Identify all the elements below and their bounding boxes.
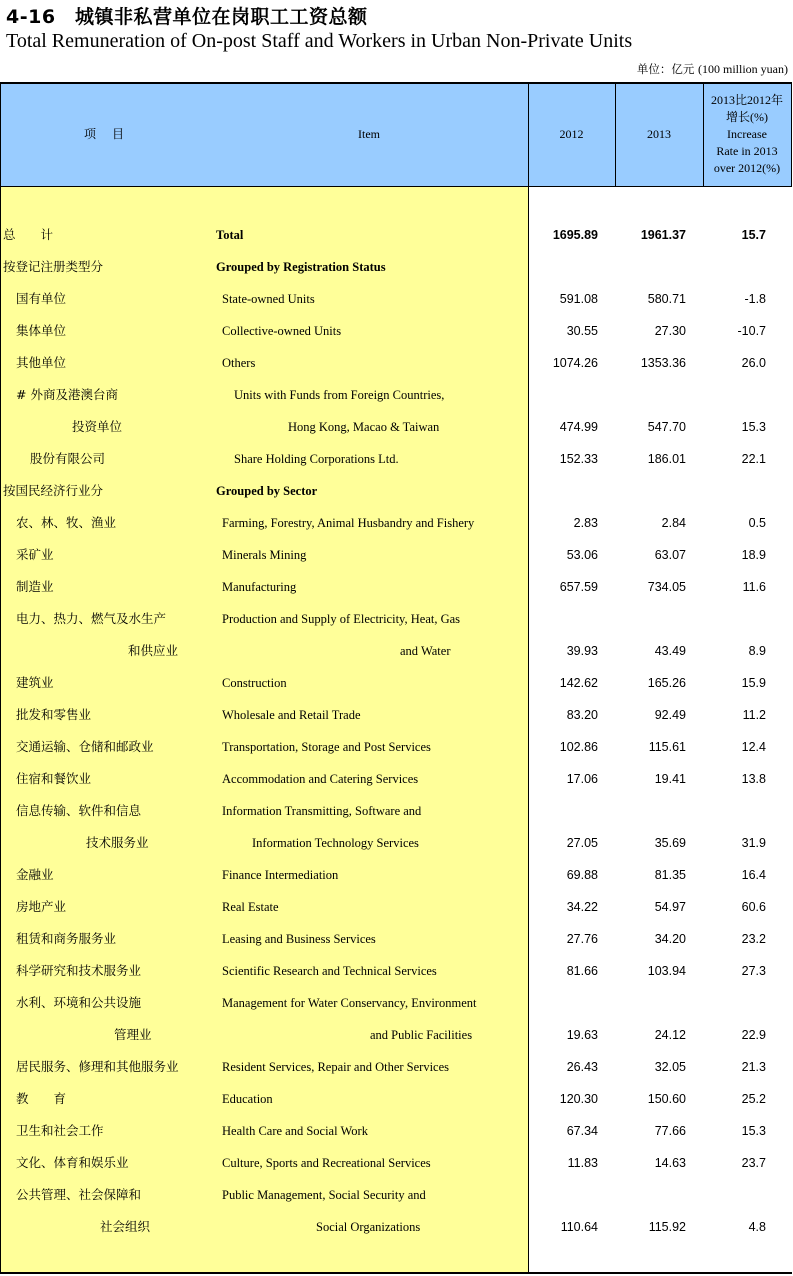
header-growth-cn-1: 2013比2012年 (710, 92, 783, 107)
table-row (0, 1083, 792, 1115)
row-growth-rate (696, 603, 766, 635)
row-item-cn: 电力、热力、燃气及水生产 (16, 611, 167, 626)
row-value-2012: 110.64 (560, 1220, 598, 1234)
row-value-2012: 2.83 (573, 516, 598, 530)
table-row (0, 667, 792, 699)
row-value-2013: 1961.37 (640, 228, 686, 242)
row-value-2012: 83.20 (566, 708, 598, 722)
row-value-2012: 1074.26 (552, 356, 598, 370)
table-row (0, 635, 792, 667)
row-growth-rate: -1.8 (744, 292, 766, 306)
row-growth-rate (696, 251, 766, 283)
table-row (0, 219, 792, 251)
row-item-cn: 采矿业 (16, 547, 54, 562)
header-growth-cn-2: 增长(%) (725, 109, 768, 124)
row-growth-rate (696, 1179, 766, 1211)
row-growth-rate (696, 379, 766, 411)
row-item-cn: 按国民经济行业分 (3, 483, 104, 498)
row-item-en: Share Holding Corporations Ltd. (234, 452, 399, 466)
table-title-en: Total Remuneration of On-post Staff and Workers in Urban Non-Private Units (6, 30, 633, 52)
row-value-2013 (606, 475, 686, 507)
row-item-en: Others (222, 356, 256, 370)
header-growth-en-3: over 2012(%) (713, 160, 781, 175)
row-growth-rate: 31.9 (741, 836, 766, 850)
header-item-en: Item (358, 126, 380, 141)
row-value-2013: 81.35 (654, 868, 686, 882)
table-row (0, 283, 792, 315)
table-row (0, 731, 792, 763)
table-row (0, 411, 792, 443)
row-item-en: Total (216, 228, 244, 242)
table-row (0, 923, 792, 955)
row-value-2013: 2.84 (661, 516, 686, 530)
row-value-2012: 17.06 (566, 772, 598, 786)
row-value-2012: 142.62 (559, 676, 598, 690)
row-value-2013 (606, 1179, 686, 1211)
row-value-2012: 27.05 (566, 836, 598, 850)
unit-cn: 单位：亿元 (636, 62, 695, 76)
row-item-en: Accommodation and Catering Services (222, 772, 419, 786)
row-item-en: and Public Facilities (370, 1028, 473, 1042)
row-item-cn: 其他单位 (16, 355, 67, 370)
row-item-cn: 技术服务业 (86, 835, 149, 850)
row-value-2013: 34.20 (654, 932, 686, 946)
row-item-en: Production and Supply of Electricity, Heat, Gas (222, 612, 461, 626)
row-item-en: Real Estate (222, 900, 279, 914)
row-value-2013: 580.71 (647, 292, 686, 306)
row-value-2013: 14.63 (654, 1156, 686, 1170)
table-row (0, 315, 792, 347)
row-item-cn: 按登记注册类型分 (3, 259, 104, 274)
row-item-cn: 总 计 (3, 227, 54, 242)
row-value-2013 (606, 251, 686, 283)
row-value-2012: 120.30 (559, 1092, 598, 1106)
row-growth-rate: 8.9 (748, 644, 766, 658)
row-value-2013: 27.30 (654, 324, 686, 338)
row-value-2012: 11.83 (567, 1156, 598, 1170)
row-item-cn: 和供应业 (128, 643, 179, 658)
header-growth-en-1: Increase (727, 126, 767, 141)
row-item-en: Grouped by Sector (216, 484, 318, 498)
row-value-2012: 27.76 (566, 932, 598, 946)
row-value-2013 (606, 379, 686, 411)
row-value-2013 (606, 603, 686, 635)
row-growth-rate: 16.4 (741, 868, 766, 882)
row-item-cn: 金融业 (16, 867, 54, 882)
row-growth-rate: 18.9 (741, 548, 766, 562)
row-value-2013: 35.69 (654, 836, 686, 850)
header-item-cn: 项 目 (83, 126, 126, 141)
unit-note (637, 61, 788, 77)
row-item-en: Leasing and Business Services (222, 932, 376, 946)
row-item-cn: 信息传输、软件和信息 (16, 803, 142, 818)
row-value-2013 (606, 795, 686, 827)
row-item-en: Management for Water Conservancy, Environment (222, 996, 477, 1010)
unit-en: (100 million yuan) (698, 62, 788, 76)
row-growth-rate (696, 475, 766, 507)
table-row (0, 1019, 792, 1051)
row-value-2012: 30.55 (566, 324, 598, 338)
table-row (0, 891, 792, 923)
row-item-en: Wholesale and Retail Trade (222, 708, 361, 722)
row-value-2013: 32.05 (654, 1060, 686, 1074)
row-value-2012: 39.93 (566, 644, 598, 658)
row-growth-rate: 15.3 (741, 1124, 766, 1138)
row-growth-rate: 23.7 (741, 1156, 766, 1170)
table-row (0, 571, 792, 603)
table-row (0, 507, 792, 539)
row-item-en: Health Care and Social Work (222, 1124, 368, 1138)
table-row (0, 763, 792, 795)
row-growth-rate: 22.1 (741, 452, 766, 466)
table-row (0, 1051, 792, 1083)
row-item-cn: 农、林、牧、渔业 (16, 515, 117, 530)
row-item-cn: 房地产业 (16, 899, 67, 914)
table-title-cn: 4-16 城镇非私营单位在岗职工工资总额 (6, 6, 368, 28)
row-value-2013: 115.61 (648, 740, 686, 754)
row-value-2012: 1695.89 (552, 228, 598, 242)
row-value-2012: 657.59 (559, 580, 598, 594)
row-growth-rate: 25.2 (741, 1092, 766, 1106)
row-item-en: Information Technology Services (252, 836, 419, 850)
row-item-en: Public Management, Social Security and (222, 1188, 426, 1202)
row-item-cn: 投资单位 (72, 419, 123, 434)
table-row (0, 1147, 792, 1179)
row-item-en: Grouped by Registration Status (216, 260, 386, 274)
row-value-2013 (606, 987, 686, 1019)
row-growth-rate (696, 987, 766, 1019)
table-row (0, 1115, 792, 1147)
row-item-cn: 集体单位 (16, 323, 67, 338)
row-growth-rate: 15.7 (741, 228, 766, 242)
table-row (0, 859, 792, 891)
row-value-2013: 1353.36 (640, 356, 686, 370)
row-value-2013: 63.07 (654, 548, 686, 562)
right-border (791, 82, 792, 186)
row-item-en: and Water (400, 644, 451, 658)
row-value-2012: 67.34 (566, 1124, 598, 1138)
row-item-cn: 制造业 (16, 579, 54, 594)
row-value-2012: 19.63 (566, 1028, 598, 1042)
row-item-en: Resident Services, Repair and Other Services (222, 1060, 450, 1074)
row-item-cn: # 外商及港澳台商 (16, 387, 118, 402)
row-item-cn: 管理业 (114, 1027, 152, 1042)
bottom-rule (0, 1272, 792, 1274)
row-value-2013: 115.92 (648, 1220, 686, 1234)
data-table (0, 82, 792, 1274)
row-value-2013: 77.66 (654, 1124, 686, 1138)
row-value-2012 (518, 379, 598, 411)
row-item-en: Culture, Sports and Recreational Services (222, 1156, 431, 1170)
row-value-2012 (518, 987, 598, 1019)
header-rule (0, 186, 792, 187)
row-growth-rate: 22.9 (741, 1028, 766, 1042)
row-item-cn: 公共管理、社会保障和 (16, 1187, 142, 1202)
row-growth-rate: -10.7 (737, 324, 766, 338)
row-growth-rate: 26.0 (741, 356, 766, 370)
row-growth-rate: 23.2 (741, 932, 766, 946)
row-value-2013: 92.49 (654, 708, 686, 722)
row-item-cn: 批发和零售业 (16, 707, 92, 722)
row-value-2012: 69.88 (566, 868, 598, 882)
row-item-cn: 股份有限公司 (30, 451, 106, 466)
row-item-en: Transportation, Storage and Post Services (222, 740, 431, 754)
row-item-cn: 水利、环境和公共设施 (16, 995, 142, 1010)
row-value-2013: 43.49 (654, 644, 686, 658)
header-growth (703, 82, 791, 186)
row-item-en: Education (222, 1092, 273, 1106)
table-row (0, 379, 792, 411)
row-value-2012: 474.99 (559, 420, 598, 434)
row-value-2012: 81.66 (566, 964, 598, 978)
row-item-cn: 科学研究和技术服务业 (16, 963, 142, 978)
row-item-en: Minerals Mining (222, 548, 307, 562)
row-item-cn: 教 育 (16, 1091, 67, 1106)
row-growth-rate: 15.9 (741, 676, 766, 690)
row-item-en: Scientific Research and Technical Services (222, 964, 437, 978)
row-value-2013: 547.70 (647, 420, 686, 434)
table-row (0, 443, 792, 475)
row-item-cn: 文化、体育和娱乐业 (16, 1155, 129, 1170)
row-item-en: Collective-owned Units (222, 324, 342, 338)
row-value-2012 (518, 475, 598, 507)
row-value-2012: 53.06 (566, 548, 598, 562)
row-growth-rate (696, 795, 766, 827)
table-row (0, 475, 792, 507)
row-item-en: Manufacturing (222, 580, 297, 594)
row-value-2012 (518, 1179, 598, 1211)
row-growth-rate: 27.3 (741, 964, 766, 978)
row-growth-rate: 60.6 (741, 900, 766, 914)
row-item-cn: 居民服务、修理和其他服务业 (16, 1059, 179, 1074)
row-item-cn: 卫生和社会工作 (16, 1123, 104, 1138)
row-value-2013: 186.01 (647, 452, 686, 466)
table-row (0, 1179, 792, 1211)
row-item-en: State-owned Units (222, 292, 315, 306)
row-value-2012: 26.43 (566, 1060, 598, 1074)
row-value-2012: 34.22 (566, 900, 598, 914)
row-value-2012 (518, 603, 598, 635)
row-value-2013: 19.41 (654, 772, 686, 786)
table-row (0, 955, 792, 987)
row-item-cn: 交通运输、仓储和邮政业 (16, 739, 154, 754)
table-row (0, 539, 792, 571)
table-row (0, 347, 792, 379)
row-value-2013: 734.05 (647, 580, 686, 594)
row-item-en: Social Organizations (316, 1220, 421, 1234)
row-growth-rate: 11.2 (742, 708, 766, 722)
row-item-en: Units with Funds from Foreign Countries, (234, 388, 445, 402)
table-row (0, 699, 792, 731)
row-value-2012: 591.08 (559, 292, 598, 306)
row-item-cn: 社会组织 (100, 1219, 151, 1234)
table-row (0, 795, 792, 827)
header-2013: 2013 (647, 126, 671, 141)
table-row (0, 251, 792, 283)
row-growth-rate: 21.3 (741, 1060, 766, 1074)
row-value-2012 (518, 251, 598, 283)
table-row (0, 987, 792, 1019)
row-growth-rate: 0.5 (748, 516, 766, 530)
row-value-2012 (518, 795, 598, 827)
row-value-2013: 54.97 (654, 900, 686, 914)
row-growth-rate: 12.4 (741, 740, 766, 754)
row-growth-rate: 4.8 (748, 1220, 766, 1234)
row-value-2013: 24.12 (654, 1028, 686, 1042)
row-item-en: Farming, Forestry, Animal Husbandry and Fishery (222, 516, 475, 530)
header-2012: 2012 (559, 126, 584, 141)
row-item-en: Construction (222, 676, 287, 690)
row-item-en: Finance Intermediation (222, 868, 339, 882)
row-growth-rate: 11.6 (742, 580, 766, 594)
row-item-en: Hong Kong, Macao & Taiwan (288, 420, 440, 434)
row-item-cn: 建筑业 (16, 675, 54, 690)
row-item-en: Information Transmitting, Software and (222, 804, 422, 818)
row-value-2012: 152.33 (559, 452, 598, 466)
header-growth-en-2: Rate in 2013 (716, 143, 778, 158)
row-value-2013: 150.60 (647, 1092, 686, 1106)
row-value-2013: 165.26 (647, 676, 686, 690)
row-growth-rate: 15.3 (741, 420, 766, 434)
row-value-2012: 102.86 (559, 740, 598, 754)
table-row (0, 1211, 792, 1243)
row-item-cn: 住宿和餐饮业 (16, 771, 92, 786)
row-growth-rate: 13.8 (741, 772, 766, 786)
row-value-2013: 103.94 (647, 964, 686, 978)
table-row (0, 603, 792, 635)
table-row (0, 827, 792, 859)
row-item-cn: 国有单位 (16, 291, 67, 306)
row-item-cn: 租赁和商务服务业 (16, 931, 117, 946)
